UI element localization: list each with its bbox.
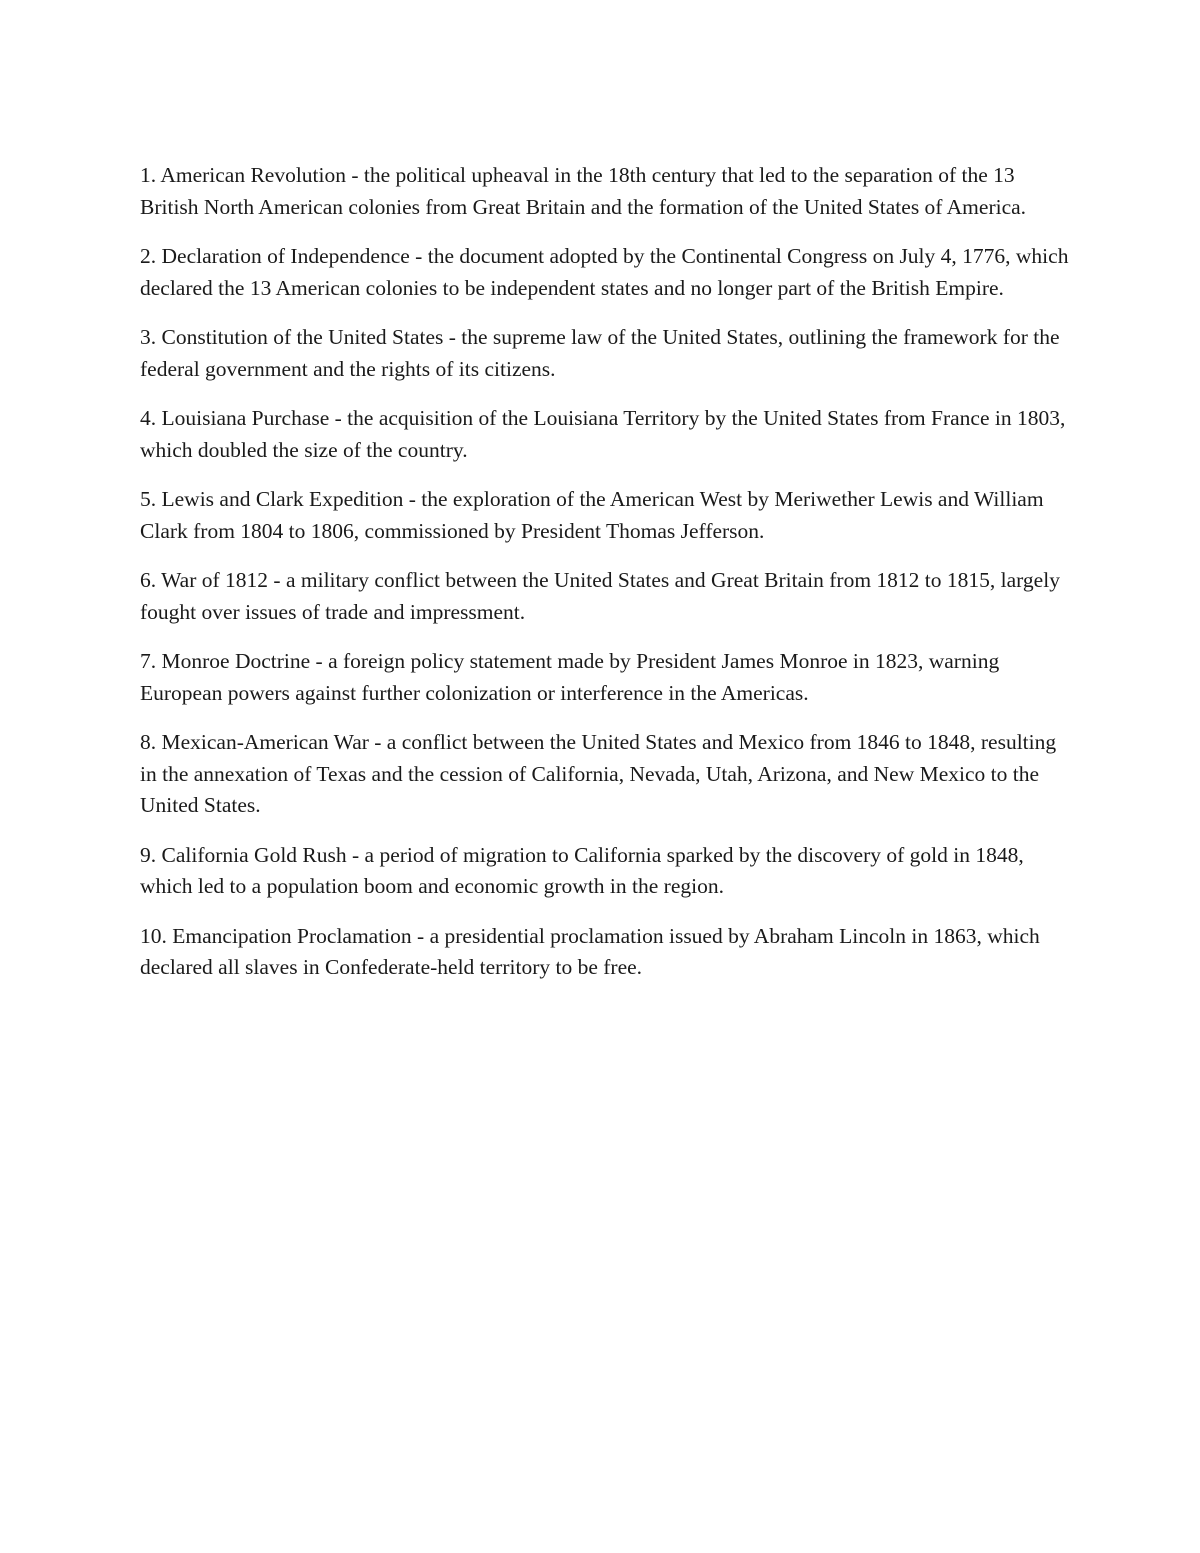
list-item-monroe-doctrine: 7. Monroe Doctrine - a foreign policy statement made by President James Monroe in 1823, warning European powers against further colonization or interference in the Americas.: [140, 649, 1000, 705]
list-item-lewis-and-clark: 5. Lewis and Clark Expedition - the exploration of the American West by Meriwether Lewis and William Clark from 1804 to 1806, commissioned by President Thomas Jefferson.: [140, 487, 1044, 543]
list-item-california-gold-rush: 9. California Gold Rush - a period of migration to California sparked by the discovery of gold in 1848, which led to a population boom and economic growth in the region.: [140, 842, 1024, 898]
list-item-war-of-1812: 6. War of 1812 - a military conflict between the United States and Great Britain from 1812 to 1815, largely fought over issues of trade and impressment.: [140, 568, 1060, 624]
list-item-emancipation-proclamation: 10. Emancipation Proclamation - a presidential proclamation issued by Abraham Lincoln in 1863, which declared all slaves in Confederate-held territory to be free.: [140, 923, 1040, 979]
list-item-louisiana-purchase: 4. Louisiana Purchase - the acquisition of the Louisiana Territory by the United States from France in 1803, which doubled the size of the country.: [140, 406, 1066, 462]
list-item-constitution: 3. Constitution of the United States - the supreme law of the United States, outlining the framework for the federal government and the rights of its citizens.: [140, 325, 1060, 381]
document-body: [140, 160, 1070, 1002]
list-item-declaration-of-independence: 2. Declaration of Independence - the document adopted by the Continental Congress on July 4, 1776, which declared the 13 American colonies to be independent states and no longer part of the British Empire.: [140, 244, 1069, 300]
list-item-mexican-american-war: 8. Mexican-American War - a conflict between the United States and Mexico from 1846 to 1848, resulting in the annexation of Texas and the cession of California, Nevada, Utah, Arizona, and New Mexico to the United States.: [140, 730, 1057, 817]
list-item-american-revolution: 1. American Revolution - the political upheaval in the 18th century that led to the separation of the 13 British North American colonies from Great Britain and the formation of the United States of America.: [140, 163, 1027, 219]
